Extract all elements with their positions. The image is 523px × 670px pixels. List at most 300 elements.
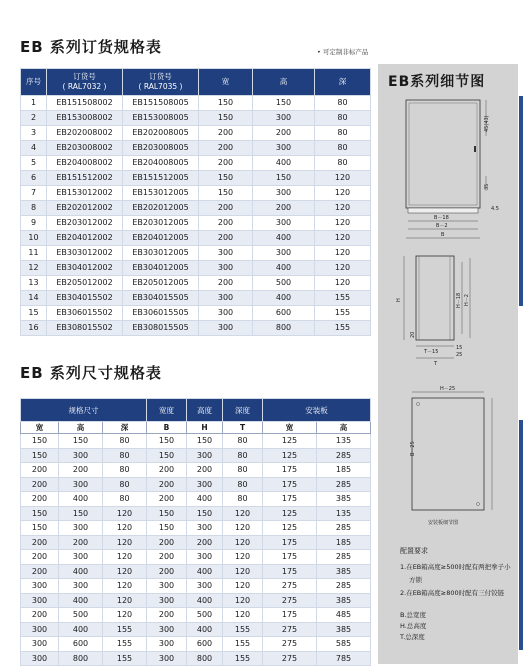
size-table-body [21,434,371,666]
table-row [21,186,371,201]
table-cell: 120 [315,231,371,246]
table-row [21,216,371,231]
table-cell: 150 [253,171,315,186]
header-code-ral7032-line1: 订货号 [73,72,96,81]
config-title: 配置要求 [400,547,428,555]
table-cell: 150 [21,434,59,449]
table-cell: 155 [223,651,263,666]
table-cell: 400 [187,564,223,579]
header-width: 宽 [199,69,253,96]
table-cell: EB303012002 [47,246,123,261]
table-cell: 150 [147,506,187,521]
dim-label-b-18: B－18 [434,215,449,221]
table-cell: 200 [21,564,59,579]
dim-label-b: B [441,232,445,238]
table-row [21,608,371,623]
dim-label-t-15: T－15 [424,349,439,355]
table-cell: 150 [147,434,187,449]
table-cell: 14 [21,291,47,306]
table-cell: 13 [21,276,47,291]
table-cell: EB204012002 [47,231,123,246]
table-cell: 300 [253,216,315,231]
table-cell: 150 [59,506,103,521]
table-cell: EB306015505 [123,306,199,321]
table-cell: 300 [21,593,59,608]
table-cell: 12 [21,261,47,276]
table-cell: 300 [59,477,103,492]
table-cell: EB205012002 [47,276,123,291]
table-cell: 150 [21,506,59,521]
table-cell: 200 [147,535,187,550]
table-cell: EB205012005 [123,276,199,291]
front-base [408,208,478,213]
header-height-h: 高度 [187,399,223,422]
table-cell: EB153012005 [123,186,199,201]
header-depth: 深 [315,69,371,96]
table-header-row [21,69,371,96]
table-cell: 10 [21,231,47,246]
dim-label-b-25: B－25 [410,441,416,456]
table-cell: 120 [315,261,371,276]
table-cell: 135 [317,506,371,521]
table-cell: 485 [317,608,371,623]
table-cell: 3 [21,126,47,141]
table-cell: 155 [315,321,371,336]
table-cell: 6 [21,171,47,186]
order-table-title: EB 系列订货规格表 [20,38,162,56]
dim-label-45: 45(43) [484,115,490,132]
table-cell: 300 [59,448,103,463]
table-cell: EB203008005 [123,141,199,156]
header-depth-t: 深度 [223,399,263,422]
table-cell: 300 [21,579,59,594]
table-cell: 150 [187,506,223,521]
table-cell: 185 [317,535,371,550]
table-cell: 120 [103,579,147,594]
table-cell: 400 [59,622,103,637]
table-cell: 300 [59,579,103,594]
table-row [21,550,371,565]
plate-outline [412,398,484,510]
table-row [21,463,371,478]
legend-item: B.总宽度 [400,611,427,619]
table-cell: 80 [103,463,147,478]
table-cell: 300 [187,579,223,594]
table-cell: 385 [317,492,371,507]
dim-label-h-18: H－18 [456,292,462,308]
table-cell: 275 [263,651,317,666]
header-width-b: 宽度 [147,399,187,422]
dim-label-b-2: B－2 [436,223,448,229]
table-cell: 400 [253,291,315,306]
header-code-ral7035 [123,69,199,96]
table-cell: 300 [187,550,223,565]
subheader-depth: 深 [103,422,147,434]
table-cell: 400 [59,593,103,608]
table-cell: 200 [147,608,187,623]
legend-item: H.总高度 [400,622,427,630]
table-cell: 175 [263,550,317,565]
size-table-title: EB 系列尺寸规格表 [20,364,162,382]
table-cell: 285 [317,448,371,463]
table-cell: 120 [315,171,371,186]
table-row [21,261,371,276]
table-cell: EB153008005 [123,111,199,126]
table-cell: 120 [103,506,147,521]
table-cell: 285 [317,579,371,594]
subheader-plate-width: 宽 [263,422,317,434]
table-cell: EB203008002 [47,141,123,156]
table-cell: 150 [21,521,59,536]
table-cell: 275 [263,622,317,637]
table-cell: 275 [263,579,317,594]
table-cell: 285 [317,477,371,492]
table-cell: 150 [21,448,59,463]
table-cell: 300 [253,111,315,126]
table-cell: 200 [199,216,253,231]
table-cell: 1 [21,96,47,111]
side-accent-strip [519,96,523,306]
dim-label-t: T [434,361,438,367]
table-cell: 120 [223,579,263,594]
table-cell: 2 [21,111,47,126]
table-cell: 175 [263,608,317,623]
table-cell: 200 [147,492,187,507]
dim-label-25: 25 [456,352,463,358]
table-cell: 400 [253,156,315,171]
table-cell: 120 [103,608,147,623]
table-cell: 150 [199,171,253,186]
table-cell: 400 [253,261,315,276]
table-cell: EB304015502 [47,291,123,306]
table-cell: 300 [187,448,223,463]
order-spec-table [20,68,371,336]
table-cell: 120 [223,521,263,536]
table-cell: 175 [263,477,317,492]
table-cell: 80 [223,492,263,507]
table-cell: 800 [253,321,315,336]
table-cell: 800 [187,651,223,666]
table-row [21,651,371,666]
table-cell: 120 [103,535,147,550]
table-cell: EB153008002 [47,111,123,126]
dim-label-15: 15 [456,345,463,351]
front-inner-outline [409,103,477,205]
config-item: 1.在EB箱高度≥500时配有两把拳子小方锁 [400,563,511,584]
table-cell: 200 [21,492,59,507]
table-cell: 120 [223,608,263,623]
table-cell: EB151508005 [123,96,199,111]
front-outline [406,100,480,208]
table-row [21,306,371,321]
table-row [21,593,371,608]
table-cell: 200 [147,477,187,492]
table-cell: 400 [187,622,223,637]
table-cell: 120 [223,506,263,521]
table-row [21,126,371,141]
table-cell: 300 [21,637,59,652]
table-cell: 400 [187,492,223,507]
table-cell: EB202008002 [47,126,123,141]
table-cell: 155 [103,637,147,652]
subheader-height: 高 [59,422,103,434]
table-row [21,622,371,637]
header-code-ral7035-line1: 订货号 [149,72,172,81]
table-cell: EB204008002 [47,156,123,171]
table-cell: 800 [59,651,103,666]
table-cell: 600 [187,637,223,652]
table-cell: EB151508002 [47,96,123,111]
dim-label-h: H [396,298,402,302]
table-cell: 120 [103,593,147,608]
header-spec-size: 规格尺寸 [21,399,147,422]
table-cell: 7 [21,186,47,201]
table-cell: 200 [21,535,59,550]
table-cell: 5 [21,156,47,171]
table-cell: 385 [317,622,371,637]
table-cell: 275 [263,637,317,652]
table-cell: EB153012002 [47,186,123,201]
table-cell: 80 [315,96,371,111]
table-cell: 80 [223,477,263,492]
table-row [21,276,371,291]
table-cell: 80 [223,434,263,449]
header-code-ral7032 [47,69,123,96]
table-cell: 120 [223,593,263,608]
dim-label-h-2: H－2 [464,294,470,306]
table-row [21,564,371,579]
table-cell: 300 [187,477,223,492]
table-cell: 150 [187,434,223,449]
table-cell: 300 [187,521,223,536]
table-cell: 155 [223,622,263,637]
table-cell: 4 [21,141,47,156]
table-cell: 150 [199,96,253,111]
table-cell: 185 [317,463,371,478]
table-cell: 120 [103,564,147,579]
table-cell: 300 [199,291,253,306]
table-cell: EB151512005 [123,171,199,186]
table-cell: 175 [263,535,317,550]
table-cell: 300 [253,246,315,261]
side-outline [416,256,454,340]
table-cell: 150 [147,521,187,536]
table-cell: 150 [147,448,187,463]
table-sub-header-row [21,422,371,434]
table-cell: 125 [263,506,317,521]
table-group-header-row [21,399,371,422]
header-code-ral7035-line2: ( RAL7035 ) [138,82,183,91]
table-cell: 120 [223,535,263,550]
table-cell: 150 [199,111,253,126]
table-cell: 175 [263,492,317,507]
table-cell: EB202012005 [123,201,199,216]
table-cell: 155 [223,637,263,652]
table-cell: 300 [59,521,103,536]
table-cell: 175 [263,564,317,579]
table-cell: 80 [103,492,147,507]
subheader-plate-height: 高 [317,422,371,434]
table-row [21,579,371,594]
table-cell: EB202012002 [47,201,123,216]
table-cell: 120 [223,564,263,579]
table-cell: 9 [21,216,47,231]
table-cell: 125 [263,448,317,463]
table-cell: 300 [21,622,59,637]
table-cell: 285 [317,550,371,565]
detail-title: EB系列细节图 [388,74,486,90]
table-cell: 200 [21,550,59,565]
table-row [21,637,371,652]
table-cell: 300 [147,579,187,594]
table-cell: EB308015505 [123,321,199,336]
table-cell: 275 [263,593,317,608]
table-cell: EB203012005 [123,216,199,231]
table-cell: EB304015505 [123,291,199,306]
side-view-drawing [392,250,514,370]
table-cell: 200 [147,550,187,565]
table-cell: 400 [187,593,223,608]
header-mounting-plate: 安装板 [263,399,371,422]
table-row [21,506,371,521]
table-cell: 300 [147,622,187,637]
mounting-hole-icon [477,503,480,506]
table-cell: 200 [199,201,253,216]
table-cell: 300 [253,186,315,201]
table-cell: EB203012002 [47,216,123,231]
table-cell: 300 [147,651,187,666]
table-cell: 200 [147,463,187,478]
subheader-b: B [147,422,187,434]
table-cell: 155 [103,651,147,666]
lock-icon [474,146,476,152]
custom-note: • 可定制非标产品 [317,48,369,56]
table-cell: 120 [103,550,147,565]
dimension-legend [400,610,426,643]
table-cell: 400 [59,492,103,507]
header-seq: 序号 [21,69,47,96]
config-item: 2.在EB箱高度≥800时配有三付铰链 [400,589,505,597]
table-row [21,231,371,246]
table-cell: EB306015502 [47,306,123,321]
table-cell: 200 [187,535,223,550]
table-cell: 500 [253,276,315,291]
table-cell: 80 [103,477,147,492]
table-cell: 200 [199,231,253,246]
table-cell: 80 [223,448,263,463]
table-cell: EB308015502 [47,321,123,336]
table-cell: EB151512002 [47,171,123,186]
table-cell: 600 [59,637,103,652]
table-cell: 120 [223,550,263,565]
table-cell: 120 [315,216,371,231]
table-row [21,171,371,186]
table-cell: 500 [59,608,103,623]
subheader-width: 宽 [21,422,59,434]
table-cell: 200 [253,201,315,216]
table-row [21,291,371,306]
table-cell: 200 [21,463,59,478]
subheader-t: T [223,422,263,434]
subheader-h: H [187,422,223,434]
table-cell: 385 [317,593,371,608]
table-cell: 200 [21,608,59,623]
table-cell: 300 [199,246,253,261]
table-cell: 120 [315,201,371,216]
table-row [21,96,371,111]
table-cell: 300 [59,550,103,565]
table-cell: 80 [315,126,371,141]
table-cell: 8 [21,201,47,216]
table-cell: 15 [21,306,47,321]
table-cell: 120 [103,521,147,536]
table-cell: 300 [21,651,59,666]
order-table-body [21,96,371,336]
table-cell: 155 [103,622,147,637]
table-cell: 300 [199,321,253,336]
table-row [21,448,371,463]
table-cell: 175 [263,463,317,478]
dim-label-35: 35 [484,183,490,190]
table-cell: 300 [147,637,187,652]
table-cell: 80 [103,448,147,463]
table-cell: 200 [59,463,103,478]
dim-label-20: 20 [410,331,416,338]
table-row [21,521,371,536]
table-cell: 80 [103,434,147,449]
table-cell: 11 [21,246,47,261]
table-cell: 120 [315,276,371,291]
config-requirements [400,545,512,600]
plate-caption: 安装板细节图 [428,520,459,526]
table-cell: 400 [59,564,103,579]
header-height: 高 [253,69,315,96]
table-cell: 200 [147,564,187,579]
front-view-drawing [392,96,514,244]
table-row [21,201,371,216]
table-cell: EB204008005 [123,156,199,171]
table-cell: 200 [199,126,253,141]
mounting-plate-drawing [392,384,514,530]
table-cell: 120 [315,186,371,201]
table-cell: 585 [317,637,371,652]
table-cell: 80 [315,141,371,156]
table-cell: 385 [317,564,371,579]
table-cell: 200 [199,156,253,171]
legend-item: T.总深度 [400,633,425,641]
table-row [21,535,371,550]
table-cell: 135 [317,434,371,449]
table-cell: 285 [317,521,371,536]
table-cell: 16 [21,321,47,336]
table-cell: 200 [59,535,103,550]
table-cell: 125 [263,434,317,449]
table-cell: 80 [315,156,371,171]
table-cell: EB204012005 [123,231,199,246]
table-row [21,111,371,126]
dim-label-4-5: 4.5 [491,206,499,212]
table-cell: 125 [263,521,317,536]
table-cell: 500 [187,608,223,623]
table-cell: 300 [147,593,187,608]
table-cell: 200 [21,477,59,492]
table-cell: 150 [59,434,103,449]
table-cell: EB304012005 [123,261,199,276]
table-cell: EB202008005 [123,126,199,141]
table-cell: 150 [199,186,253,201]
table-cell: 80 [223,463,263,478]
table-row [21,477,371,492]
